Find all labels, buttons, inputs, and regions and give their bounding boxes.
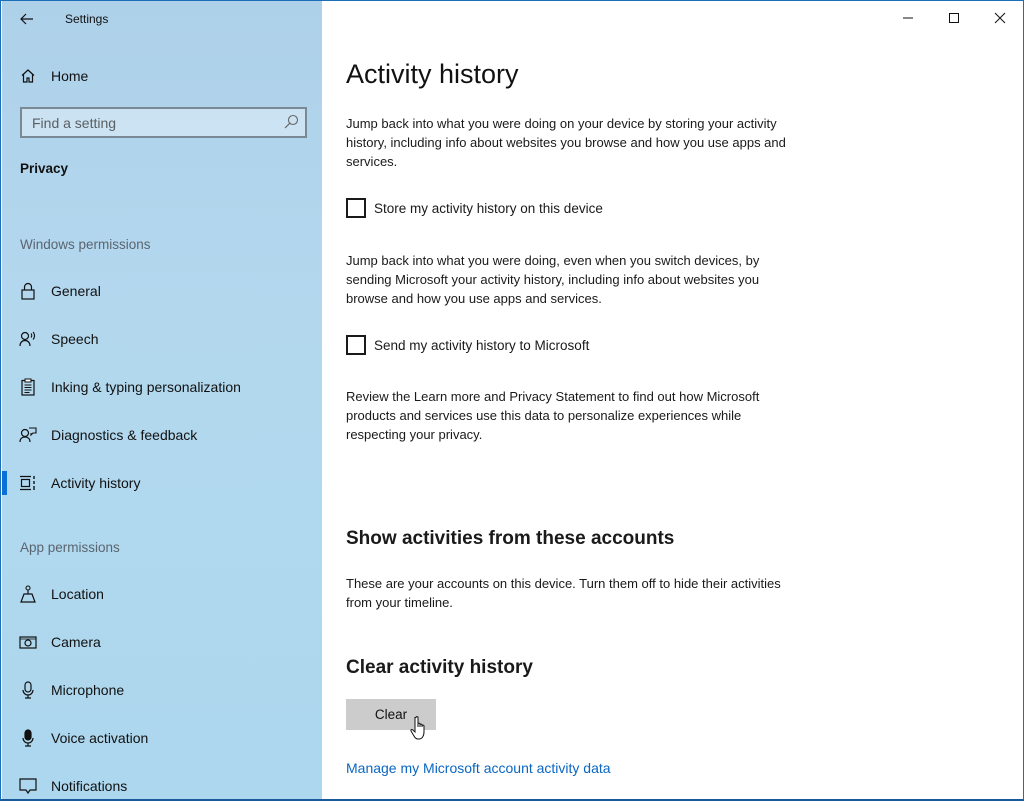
notifications-icon (19, 777, 37, 795)
sidebar-item-home[interactable] (2, 56, 322, 96)
sidebar-item-activity-history[interactable] (2, 463, 322, 503)
checkbox-box[interactable] (346, 335, 366, 355)
checkbox-box[interactable] (346, 198, 366, 218)
search-icon (283, 114, 299, 130)
sidebar-item-label: Inking & typing personalization (51, 379, 241, 395)
sidebar-item-location[interactable] (2, 574, 322, 614)
sidebar-item-notifications[interactable] (2, 766, 322, 801)
sidebar-item-speech[interactable] (2, 319, 322, 359)
close-button[interactable] (977, 1, 1023, 35)
sidebar-item-label: Activity history (51, 475, 141, 491)
back-arrow-icon (20, 13, 34, 25)
lock-icon (19, 282, 37, 300)
sidebar-item-diagnostics-feedback[interactable] (2, 415, 322, 455)
sidebar-item-label: Location (51, 586, 104, 602)
location-icon (19, 585, 37, 603)
window-controls (885, 1, 1023, 35)
windows-permissions-header: Windows permissions (20, 237, 151, 252)
sidebar-item-inking-typing[interactable] (2, 367, 322, 407)
minimize-icon (902, 12, 914, 24)
speech-icon (19, 330, 37, 348)
search-input[interactable] (20, 107, 307, 138)
camera-icon (19, 633, 37, 651)
sidebar-item-microphone[interactable] (2, 670, 322, 710)
hand-cursor-icon (409, 715, 431, 743)
sidebar-item-general[interactable] (2, 271, 322, 311)
minimize-button[interactable] (885, 1, 931, 35)
home-label: Home (51, 68, 89, 84)
feedback-icon (19, 426, 37, 444)
privacy-note: Review the Learn more and Privacy Statement to find out how Microsoft products and services use this data to personalize experiences while respecting your privacy. (346, 389, 760, 442)
back-button[interactable] (16, 9, 38, 29)
sidebar-item-voice-activation[interactable] (2, 718, 322, 758)
maximize-button[interactable] (931, 1, 977, 35)
clear-heading: Clear activity history (346, 657, 533, 678)
search-placeholder: Find a setting (32, 115, 117, 131)
voice-activation-icon (19, 729, 37, 747)
accounts-description: These are your accounts on this device. Turn them off to hide their activities from your timeline. (346, 576, 781, 610)
sidebar-item-label: Microphone (51, 682, 125, 698)
sidebar-item-label: Speech (51, 331, 99, 347)
titlebar-left (2, 1, 322, 37)
accounts-heading: Show activities from these accounts (346, 528, 675, 549)
sidebar-item-label: Diagnostics & feedback (51, 427, 198, 443)
close-icon (994, 12, 1006, 24)
activity-history-icon (19, 474, 37, 492)
send-activity-checkbox[interactable] (346, 335, 589, 355)
selection-indicator (2, 471, 7, 495)
sidebar-item-label: Voice activation (51, 730, 149, 746)
checkbox-label: Store my activity history on this device (374, 200, 603, 216)
sidebar-item-label: Camera (51, 634, 101, 650)
app-title: Settings (65, 12, 109, 26)
manage-account-link[interactable]: Manage my Microsoft account activity data (346, 760, 611, 776)
microphone-icon (19, 681, 37, 699)
sidebar-item-camera[interactable] (2, 622, 322, 662)
category-title: Privacy (20, 161, 69, 176)
home-icon (19, 67, 37, 85)
clear-button[interactable]: Clear (346, 699, 436, 730)
checkbox-label: Send my activity history to Microsoft (374, 337, 590, 353)
sidebar-item-label: Notifications (51, 778, 128, 794)
store-activity-checkbox[interactable] (346, 198, 603, 218)
intro-text: Jump back into what you were doing on your device by storing your activity history, including info about websites you browse and how you use apps and services. (346, 116, 786, 169)
sidebar (2, 1, 322, 801)
page-title: Activity history (346, 59, 519, 89)
send-description: Jump back into what you were doing, even when you switch devices, by sending Microsoft your activity history, including info about websites you browse and how you use apps and services. (346, 253, 760, 306)
sidebar-item-label: General (51, 283, 101, 299)
maximize-icon (948, 12, 960, 24)
app-permissions-header: App permissions (20, 540, 120, 555)
clipboard-icon (19, 378, 37, 396)
